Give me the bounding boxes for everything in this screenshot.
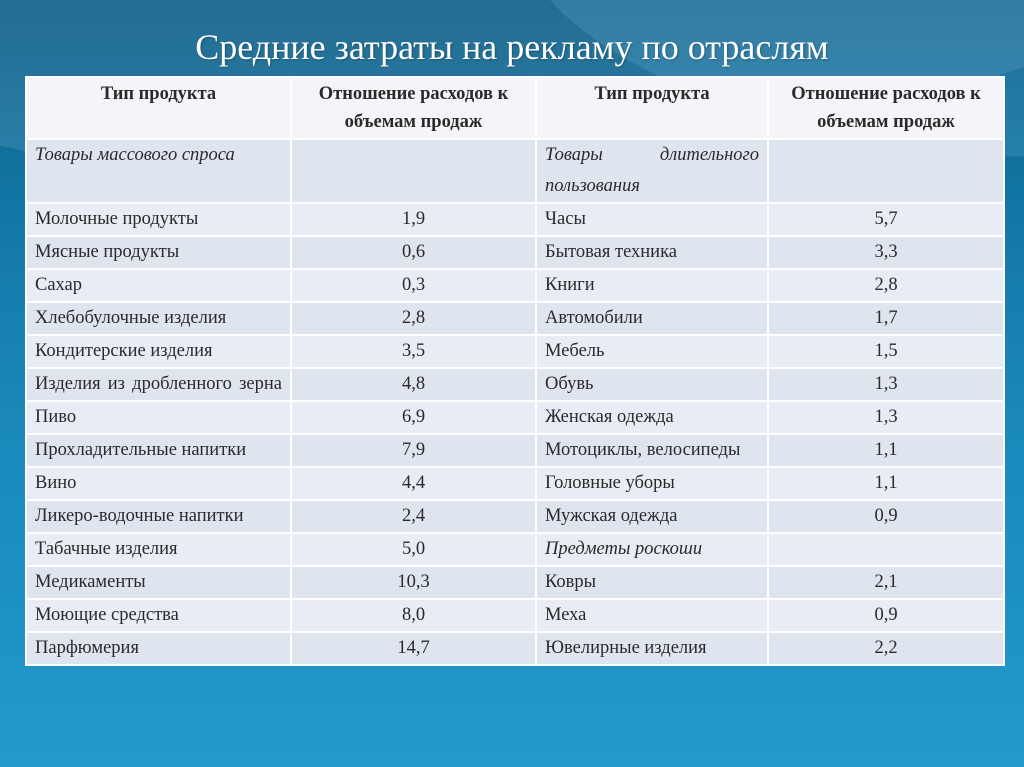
product-name-left: Хлебобулочные изделия [26, 302, 291, 335]
ratio-value-left: 14,7 [291, 632, 536, 665]
product-name-right: Мотоциклы, велосипеды [536, 434, 768, 467]
ratio-value-right: 5,7 [768, 203, 1004, 236]
ratio-value-right: 0,9 [768, 599, 1004, 632]
category-luxury-goods: Предметы роскоши [536, 533, 768, 566]
ratio-value-right: 2,2 [768, 632, 1004, 665]
ratio-value-left: 4,4 [291, 467, 536, 500]
table-row [26, 401, 1004, 434]
product-name-right: Ковры [536, 566, 768, 599]
ratio-value-right: 1,3 [768, 401, 1004, 434]
product-name-left: Мясные продукты [26, 236, 291, 269]
ratio-value-left: 0,6 [291, 236, 536, 269]
table-row [26, 599, 1004, 632]
product-name-left: Вино [26, 467, 291, 500]
header-product-type-right: Тип продукта [536, 77, 768, 139]
table-row-category [26, 139, 1004, 203]
ratio-value-left: 4,8 [291, 368, 536, 401]
ratio-value-right: 1,5 [768, 335, 1004, 368]
table-row [26, 236, 1004, 269]
product-name-left: Ликеро-водочные напитки [26, 500, 291, 533]
table-row [26, 368, 1004, 401]
product-name-right: Головные уборы [536, 467, 768, 500]
product-name-right: Ювелирные изделия [536, 632, 768, 665]
table-row [26, 533, 1004, 566]
ratio-value-right: 3,3 [768, 236, 1004, 269]
product-name-left: Изделия из дробленного зерна [26, 368, 291, 401]
ratio-value-left: 0,3 [291, 269, 536, 302]
table-row [26, 434, 1004, 467]
table-row [26, 335, 1004, 368]
product-name-right: Меха [536, 599, 768, 632]
ratio-value-left: 6,9 [291, 401, 536, 434]
ratio-value-right: 2,8 [768, 269, 1004, 302]
product-name-right: Мужская одежда [536, 500, 768, 533]
ratio-value-left: 8,0 [291, 599, 536, 632]
product-name-right: Книги [536, 269, 768, 302]
ratio-value-right: 1,3 [768, 368, 1004, 401]
empty-cell [768, 139, 1004, 203]
ratio-value-left: 7,9 [291, 434, 536, 467]
table-row [26, 632, 1004, 665]
ratio-value-right: 0,9 [768, 500, 1004, 533]
product-name-left: Прохладительные напитки [26, 434, 291, 467]
product-name-left: Моющие средства [26, 599, 291, 632]
table-row [26, 566, 1004, 599]
product-name-right: Часы [536, 203, 768, 236]
product-name-left: Табачные изделия [26, 533, 291, 566]
slide-title: Средние затраты на рекламу по отраслям [195, 27, 829, 67]
empty-cell [768, 533, 1004, 566]
product-name-left: Молочные продукты [26, 203, 291, 236]
ratio-value-right: 1,1 [768, 467, 1004, 500]
ratio-value-right: 1,7 [768, 302, 1004, 335]
product-name-right: Обувь [536, 368, 768, 401]
table-row [26, 302, 1004, 335]
header-ratio-left: Отношение расходов к объемам продаж [291, 77, 536, 139]
ratio-value-left: 5,0 [291, 533, 536, 566]
ratio-value-right: 1,1 [768, 434, 1004, 467]
product-name-left: Кондитерские изделия [26, 335, 291, 368]
ratio-value-right: 2,1 [768, 566, 1004, 599]
product-name-left: Медикаменты [26, 566, 291, 599]
table-row [26, 500, 1004, 533]
ad-spend-table [25, 76, 1005, 666]
product-name-left: Пиво [26, 401, 291, 434]
product-name-right: Женская одежда [536, 401, 768, 434]
header-ratio-right: Отношение расходов к объемам продаж [768, 77, 1004, 139]
category-durable-goods: Товары длительного пользования [536, 139, 768, 203]
product-name-right: Мебель [536, 335, 768, 368]
ratio-value-left: 2,8 [291, 302, 536, 335]
table-row [26, 467, 1004, 500]
header-product-type-left: Тип продукта [26, 77, 291, 139]
ratio-value-left: 3,5 [291, 335, 536, 368]
ratio-value-left: 10,3 [291, 566, 536, 599]
product-name-right: Автомобили [536, 302, 768, 335]
ratio-value-left: 2,4 [291, 500, 536, 533]
category-mass-goods: Товары массового спроса [26, 139, 291, 203]
product-name-left: Парфюмерия [26, 632, 291, 665]
table-row [26, 203, 1004, 236]
ratio-value-left: 1,9 [291, 203, 536, 236]
table-header-row [26, 77, 1004, 139]
empty-cell [291, 139, 536, 203]
table-row [26, 269, 1004, 302]
product-name-right: Бытовая техника [536, 236, 768, 269]
product-name-left: Сахар [26, 269, 291, 302]
